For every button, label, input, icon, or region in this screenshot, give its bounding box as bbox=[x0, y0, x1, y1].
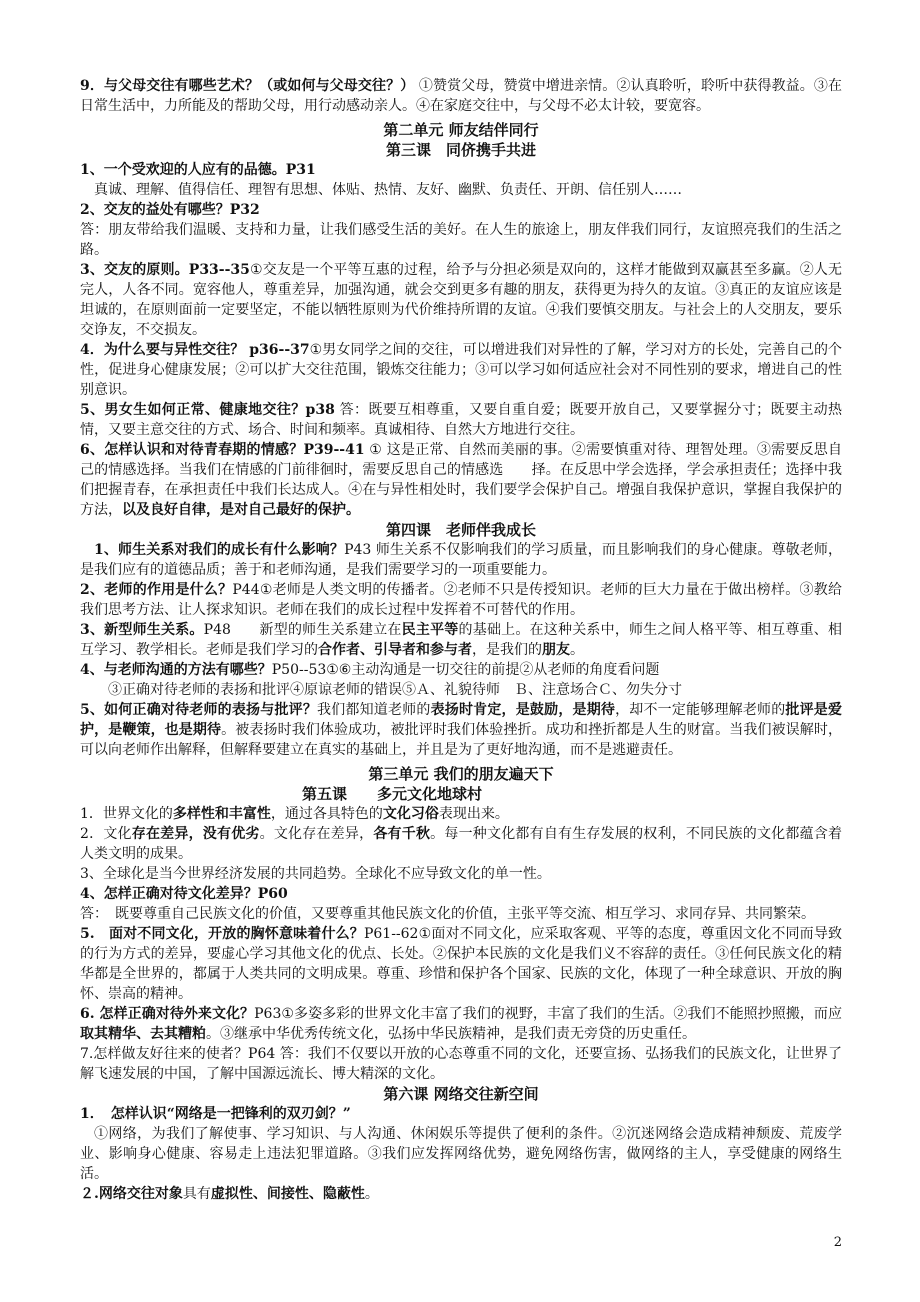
l4-q3-heading: 3、新型师生关系。 bbox=[80, 622, 204, 638]
l4-q4-paragraph bbox=[80, 660, 842, 680]
l3-q6-heading: 6、怎样认识和对待青春期的情感？P39--41 bbox=[80, 442, 365, 458]
lesson6-title: 第六课 网络交往新空间 bbox=[383, 1085, 539, 1103]
l5-q6-heading: 6. 怎样正确对待外来文化？ bbox=[80, 1006, 255, 1022]
l3-q3-paragraph bbox=[80, 260, 842, 340]
l4-q4-body-line2: ③正确对待老师的表扬和批评④原谅老师的错误⑤Ａ、礼貌待师 Ｂ、注意场合Ｃ、勿失分寸 bbox=[108, 682, 682, 698]
l5-i2-b: 存在差异，没有优劣 bbox=[131, 826, 260, 842]
l5-q5-body: P61--62①面对不同文化，应采取客观、平等的态度，尊重因文化不同而导致的行为方式的差异，要虚心学习其他文化的优点、长处。②保护本民族的文化是我们义不容辞的责任。③任何民族文化的精华都是全世界的，都属于人类共同的文明成果。尊重、珍惜和保护各个国家、民族的文化，体现了一种全球意识、开放的胸怀、崇高的精神。 bbox=[80, 926, 842, 1002]
l4-q3-text-d: 。 bbox=[570, 642, 584, 658]
l3-q4-heading: 4．为什么要与异性交往？ p36--37 bbox=[80, 342, 310, 358]
q9-body: ①赞赏父母，赞赏中增进亲情。②认真聆听，聆听中获得教益。③在日常生活中，力所能及的帮助父母，用行动感动亲人。④在家庭交往中，与父母不必太计较，要宽容。 bbox=[80, 78, 842, 114]
l5-q6-a: P63①多姿多彩的世界文化丰富了我们的视野，丰富了我们的生活。②我们不能照抄照搬，而应 bbox=[254, 1006, 842, 1022]
l5-item3: 3、全球化是当今世界经济发展的共同趋势。全球化不应导致文化的单一性。 bbox=[80, 866, 551, 882]
l5-q6-paragraph bbox=[80, 1004, 842, 1044]
lesson3-title: 第三课 同侪携手共进 bbox=[385, 141, 536, 159]
l5-i1-b: 多样性和丰富性 bbox=[172, 806, 271, 822]
l3-q2-heading: 2、交友的益处有哪些？P32 bbox=[80, 202, 260, 218]
l6-q2-a: ２.网络交往对象 bbox=[80, 1186, 183, 1202]
l3-q5-paragraph bbox=[80, 400, 842, 440]
l4-q1-paragraph bbox=[80, 540, 842, 580]
l3-q6-body: ① 这是正常、自然而美丽的事。②需要慎重对待、理智处理。③需要反思自己的情感选择。当我们在情感的门前徘徊时，需要反思自己的情感选 择。在反思中学会选择，学会承担责任；选择中我们把握青春，在承担责任中我们长达成人。④在与异性相处时，我们要学会保护自己。增强自我保护意识，掌握自我保护的方法， bbox=[80, 442, 842, 518]
l5-q5-heading: 5. 面对不同文化，开放的胸怀意味着什么？ bbox=[80, 926, 364, 942]
l4-q4-heading: 4、与老师沟通的方法有哪些？ bbox=[80, 662, 272, 678]
l5-i1-a: 1．世界文化的 bbox=[80, 806, 173, 822]
l5-i2-d: 各有千秋 bbox=[373, 826, 431, 842]
unit3-title: 第三单元 我们的朋友遍天下 bbox=[368, 765, 554, 783]
l4-q2-paragraph bbox=[80, 580, 842, 620]
lesson4-title: 第四课 老师伴我成长 bbox=[385, 521, 536, 539]
q9-paragraph bbox=[80, 76, 842, 116]
page-number: 2 bbox=[833, 1235, 842, 1250]
l4-q5-text-c: ，却不一定能够理解老师的 bbox=[615, 702, 786, 718]
l4-q5-bold-d: 批评是爱护，是鞭策，也是期待 bbox=[80, 702, 843, 738]
document-page bbox=[80, 76, 842, 1204]
l3-q4-paragraph bbox=[80, 340, 842, 400]
l6-q2-b: 具有 bbox=[182, 1186, 211, 1202]
l4-q5-paragraph bbox=[80, 700, 842, 760]
l6-q1-heading: 1． 怎样认识“网络是一把锋利的双刃剑？” bbox=[80, 1106, 351, 1122]
l4-q5-text-e: 。被表扬时我们体验成功，被批评时我们体验挫折。成功和挫折都是人生的财富。当我们被误解时，可以向老师作出解释，但解释要建立在真实的基础上，并且是为了更好地沟通，而不是逃避责任。 bbox=[80, 722, 843, 758]
l6-q1-body: ①网络，为我们了解使事、学习知识、与人沟通、休闲娱乐等提供了便利的条件。②沉迷网络会造成精神颓废、荒废学业、影响身心健康、容易走上违法犯罪道路。③我们应发挥网络优势，避免网络伤害，做网络的主人，享受健康的网络生活。 bbox=[80, 1126, 842, 1182]
l4-q2-heading: 2、老师的作用是什么？ bbox=[80, 582, 233, 598]
l5-i1-d: 文化习俗 bbox=[382, 806, 439, 822]
lesson5-title: 第五课 多元文化地球村 bbox=[302, 785, 483, 803]
l5-i2-a: 2．文化 bbox=[80, 826, 132, 842]
l5-item1 bbox=[80, 804, 842, 824]
l5-q6-b: 取其精华、去其糟粕 bbox=[80, 1026, 206, 1042]
l3-q2-body: 答：朋友带给我们温暖、支持和力量，让我们感受生活的美好。在人生的旅途上，朋友伴我们同行，友谊照亮我们的生活之路。 bbox=[80, 222, 842, 258]
l4-q3-bold-c: 朋友 bbox=[542, 642, 570, 658]
l4-q2-body: P44①老师是人类文明的传播者。②老师不只是传授知识。老师的巨大力量在于做出榜样。③教给我们思考方法、让人探求知识。老师在我们的成长过程中发挥着不可替代的作用。 bbox=[80, 582, 842, 618]
l4-q5-bold-b: 表扬时肯定，是鼓励，是期待 bbox=[430, 702, 616, 718]
l5-i2-e: 。每一种文化都有自有生存发展的权利，不同民族的文化都蕴含着人类文明的成果。 bbox=[80, 826, 843, 862]
l3-q1-body: 真诚、理解、值得信任、理智有思想、体贴、热情、友好、幽默、负责任、开朗、信任别人…… bbox=[94, 182, 682, 198]
l5-q6-c: 。③继承中华优秀传统文化，弘扬中华民族精神，是我们责无旁贷的历史重任。 bbox=[206, 1026, 696, 1042]
l3-q3-body: ①交友是一个平等互惠的过程，给予与分担必须是双向的，这样才能做到双赢甚至多赢。②人无完人，人各不同。宽容他人，尊重差异，加强沟通，就会交到更多有趣的朋友，获得更为持久的友谊。③真正的友谊应该是坦诚的，在原则面前一定要坚定，不能以牺牲原则为代价维持所谓的友谊。④我们要慎交朋友。与社会上的人交朋友，要乐交诤友，不交损友。 bbox=[80, 262, 842, 338]
unit2-title: 第二单元 师友结伴同行 bbox=[383, 121, 539, 139]
l4-q1-heading: 1、师生关系对我们的成长有什么影响？ bbox=[94, 542, 345, 558]
l3-q5-body: 答：既要互相尊重，又要自重自爱；既要开放自己，又要掌握分寸；既要主动热情，又要主意交往的方式、场合、时间和频率。真诚相待、自然大方地进行交往。 bbox=[80, 402, 842, 438]
l4-q3-paragraph bbox=[80, 620, 842, 660]
l5-q4-heading: 4、怎样正确对待文化差异？P60 bbox=[80, 886, 288, 902]
q9-heading: 9．与父母交往有哪些艺术？（或如何与父母交往？） bbox=[80, 78, 415, 94]
l3-q6-tail: 以及良好自律，是对自己最好的保护。 bbox=[122, 502, 360, 518]
l3-q3-heading: 3、交友的原则。P33--35 bbox=[80, 262, 250, 278]
l6-q2-c: 虚拟性、间接性、隐蔽性 bbox=[210, 1186, 365, 1202]
l6-q2-paragraph bbox=[80, 1184, 842, 1204]
l3-q6-paragraph bbox=[80, 440, 842, 520]
l5-i1-c: ，通过各具特色的 bbox=[270, 806, 383, 822]
l4-q5-heading: 5、如何正确对待老师的表扬与批评？ bbox=[80, 702, 318, 718]
l6-q2-d: 。 bbox=[364, 1186, 379, 1202]
l4-q4-body: P50--53①⑥主动沟通是一切交往的前提②从老师的角度看问题 bbox=[271, 662, 660, 678]
l5-q4-body: 答： 既要尊重自己民族文化的价值，又要尊重其他民族文化的价值，主张平等交流、相互学习、求同存异、共同繁荣。 bbox=[80, 906, 815, 922]
l5-i1-e: 表现出来。 bbox=[438, 806, 509, 822]
l3-q1-heading: 1、一个受欢迎的人应有的品德。P31 bbox=[80, 162, 316, 178]
l4-q3-text-c: ，是我们的 bbox=[472, 642, 542, 658]
l5-q7-paragraph: 7.怎样做友好往来的使者？P64 答：我们不仅要以开放的心态尊重不同的文化，还要宣扬、弘扬我们的民族文化，让世界了解飞速发展的中国，了解中国源远流长、博大精深的文化。 bbox=[80, 1046, 842, 1082]
l4-q1-body: P43 师生关系不仅影响我们的学习质量，而且影响我们的身心健康。尊敬老师，是我们应有的道德品质；善于和老师沟通，是我们需要学习的一项重要能力。 bbox=[80, 542, 842, 578]
l5-item2 bbox=[80, 824, 842, 864]
l3-q4-body: ①男女同学之间的交往，可以增进我们对异性的了解，学习对方的长处，完善自己的个性，促进身心健康发展；②可以扩大交往范围，锻炼交往能力；③可以学习如何适应社会对不同性别的要求，增进自己的性别意识。 bbox=[80, 342, 842, 398]
l3-q5-heading: 5、男女生如何正常、健康地交往？p38 bbox=[80, 402, 335, 418]
l4-q5-text-a: 我们都知道老师的 bbox=[317, 702, 431, 718]
l4-q3-text-a: P48 新型的师生关系建立在 bbox=[203, 622, 402, 638]
l5-i2-c: 。文化存在差异， bbox=[259, 826, 374, 842]
l4-q3-bold-a: 民主平等 bbox=[401, 622, 459, 638]
l4-q3-bold-b: 合作者、引导者和参与者 bbox=[318, 642, 472, 658]
l5-q5-paragraph bbox=[80, 924, 842, 1004]
l4-q3-text-b: 的基础上。在这种关系中，师生之间人格平等、相互尊重、相互学习、教学相长。老师是我们学习的 bbox=[80, 622, 843, 658]
